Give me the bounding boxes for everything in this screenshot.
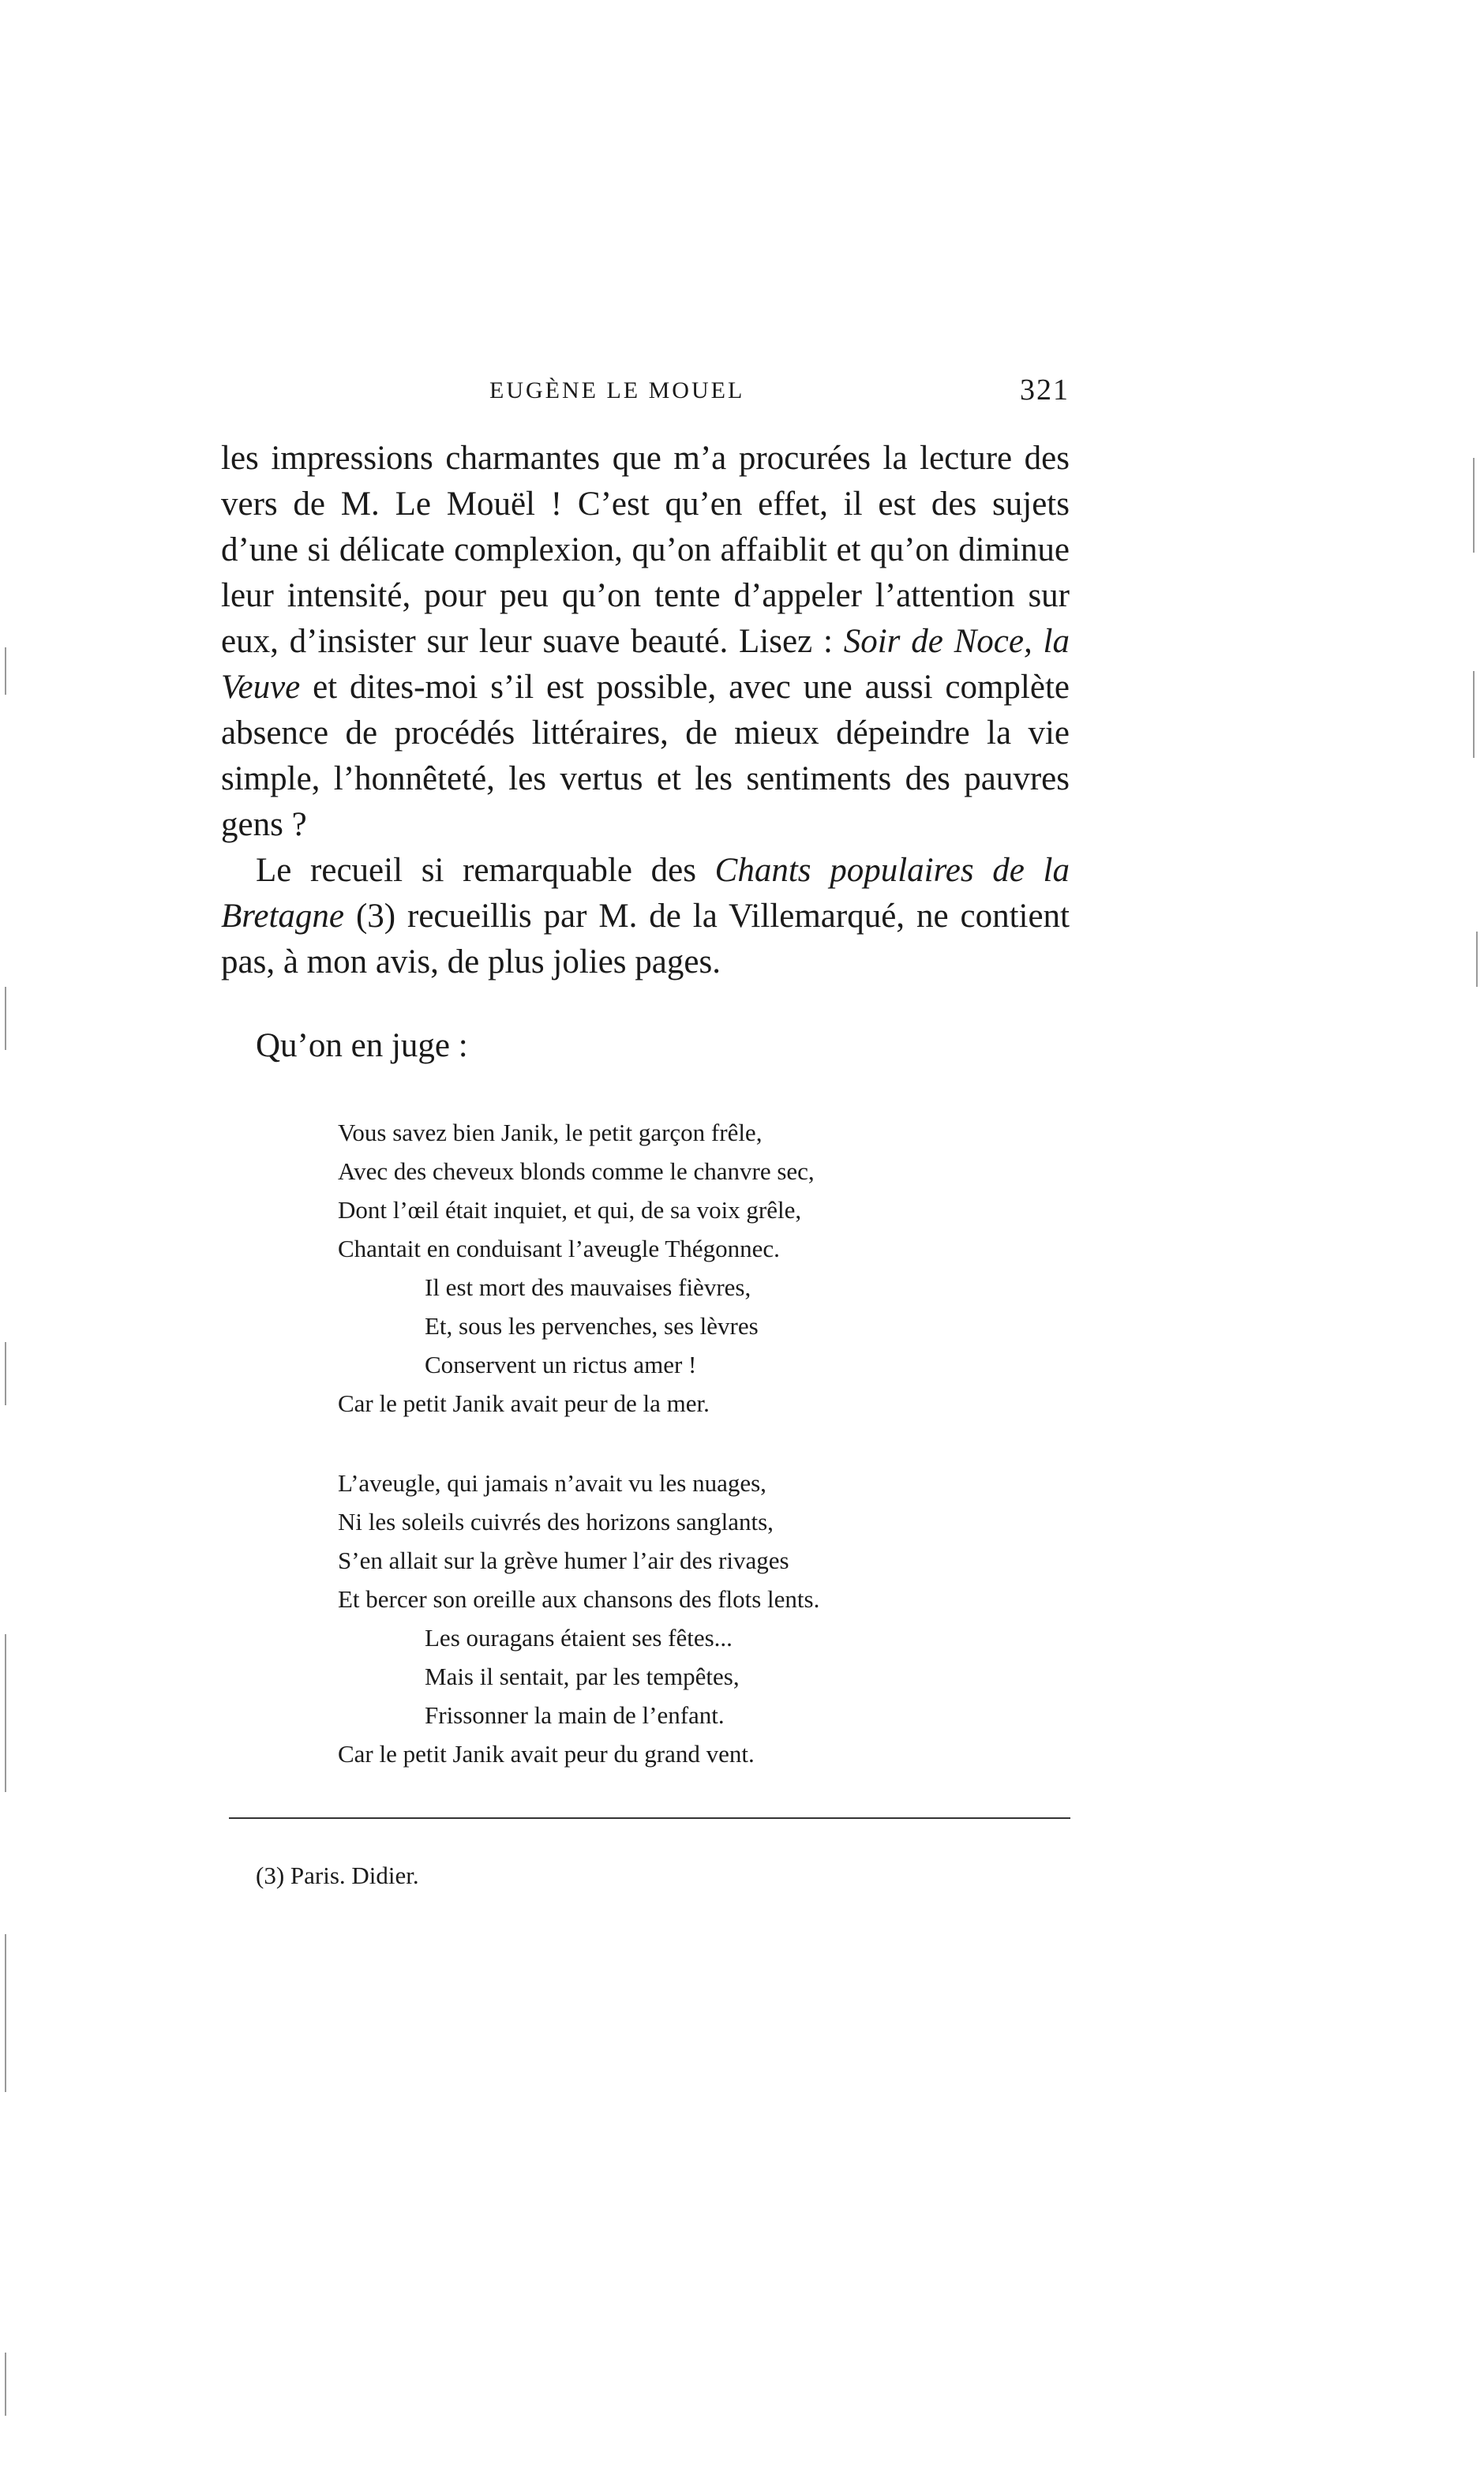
verse-line: Vous savez bien Janik, le petit garçon frêle, (338, 1119, 763, 1146)
intro-line: Qu’on en juge : (256, 1027, 468, 1064)
verse-line: Il est mort des mauvaises fièvres, (425, 1273, 751, 1301)
verse-line: Et, sous les pervenches, ses lèvres (425, 1312, 759, 1340)
paragraph (221, 436, 1070, 848)
scan-edge-mark (5, 1342, 6, 1405)
verse-line: Car le petit Janik avait peur de la mer. (338, 1389, 710, 1417)
verse-line: S’en allait sur la grève humer l’air des rivages (338, 1547, 789, 1574)
scan-edge-mark (5, 647, 6, 695)
verse-line: Et bercer son oreille aux chansons des flots lents. (338, 1585, 820, 1613)
text-segment: les impressions charmantes que m’a procurées la lecture des vers de M. Le Mouël ! C’est qu’en effet, il est des sujets d’une si délicate complexion, qu’on affaiblit et qu’on diminue leur intensité, pour peu qu’on tente d’appeler l’attention sur eux, d’insister sur leur suave beauté. Lisez : (221, 440, 1070, 660)
verse-line: L’aveugle, qui jamais n’avait vu les nuages, (338, 1469, 766, 1497)
verse-line: Dont l’œil était inquiet, et qui, de sa voix grêle, (338, 1196, 802, 1224)
scan-edge-mark (1476, 932, 1478, 987)
scan-edge-mark (1473, 671, 1475, 758)
scan-edge-mark (5, 987, 6, 1050)
text-segment: et dites-moi s’il est possible, avec une aussi complète absence de procédés littéraires, de mieux dépeindre la vie simple, l’honnêteté, les vertus et les sentiments des pauvres gens ? (221, 669, 1070, 843)
italic-title: Soir de Noce, la Veuve (221, 623, 1070, 706)
running-title: EUGÈNE LE MOUEL (489, 377, 745, 403)
running-head (221, 373, 1070, 417)
stanza (338, 1464, 819, 1773)
verse-line: Ni les soleils cuivrés des horizons sanglants, (338, 1508, 774, 1535)
verse-line: Conservent un rictus amer ! (425, 1351, 697, 1378)
stanza (338, 1113, 819, 1423)
scan-edge-mark (5, 2353, 6, 2416)
scan-edge-mark (1473, 458, 1475, 553)
verse-line: Avec des cheveux blonds comme le chanvre sec, (338, 1157, 815, 1185)
text-segment: Le recueil si remarquable des (256, 852, 715, 889)
text-segment: (3) recueillis par M. de la Villemarqué, ne contient pas, à mon avis, de plus jolies pages. (221, 898, 1070, 981)
verse-line: Frissonner la main de l’enfant. (425, 1701, 725, 1729)
footnote: (3) Paris. Didier. (256, 1862, 419, 1889)
paragraph (221, 848, 1070, 985)
page-number: 321 (1020, 373, 1070, 407)
body-text (221, 436, 1070, 985)
scan-edge-mark (5, 1634, 6, 1792)
footnote-rule (229, 1817, 1070, 1819)
verse-line: Les ouragans étaient ses fêtes... (425, 1624, 733, 1652)
scan-edge-mark (5, 1934, 6, 2092)
poem (338, 1113, 819, 1814)
italic-title: Chants populaires de la Bretagne (221, 852, 1070, 935)
verse-line: Mais il sentait, par les tempêtes, (425, 1663, 740, 1690)
verse-line: Chantait en conduisant l’aveugle Thégonnec. (338, 1235, 780, 1262)
verse-line: Car le petit Janik avait peur du grand vent. (338, 1740, 755, 1768)
